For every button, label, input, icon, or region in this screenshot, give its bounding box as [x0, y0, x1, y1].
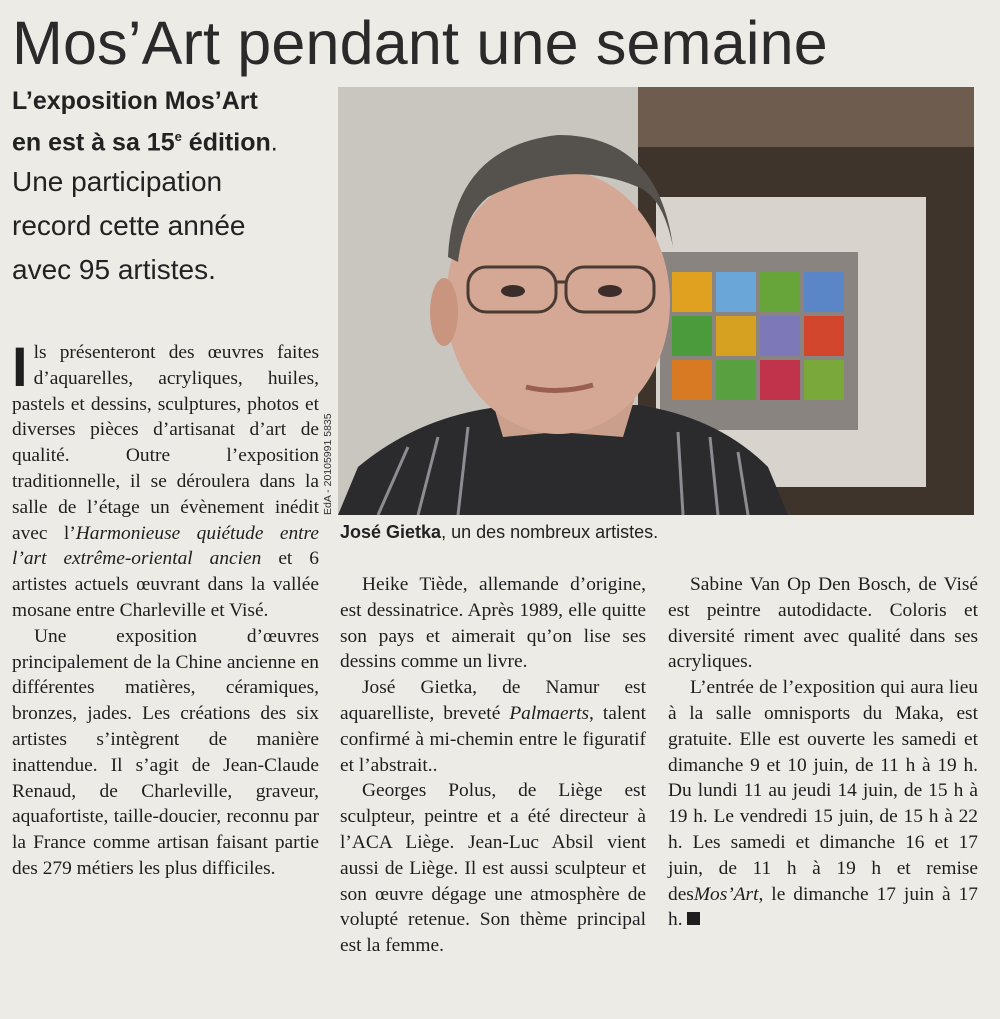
dropcap: I [12, 335, 28, 398]
column-1 [12, 335, 319, 882]
end-mark-icon [687, 912, 700, 925]
artist-portrait-illustration [338, 87, 974, 515]
lead-bold-2d: . [270, 128, 278, 157]
col1-p1-text: ls présenteront des œuvres faites d’aquarelles, acryliques, huiles, pastels et dessins, sculptures, photos et diverses pièces d’artisanat d’art de qualité. Outre l’exposition traditionnelle, il se déroulera dans la salle de l’étage un évènement inédit avec l’ [12, 342, 319, 544]
lead-line-2: record cette année [12, 210, 246, 242]
lead-bold-line-2 [12, 122, 332, 157]
col3-p2-end: , le dimanche 17 juin à 17 h. [668, 883, 978, 931]
lead [12, 86, 332, 293]
lead-line-3: avec 95 artistes. [12, 254, 216, 286]
col1-paragraph-1 [12, 335, 319, 624]
col1-paragraph-2: Une exposition d’œuvres principalement de la Chine ancienne en différentes matières, céramiques, bronzes, jades. Les créations des six artistes s’intègrent de manière inattendue. Il s’agit de Jean-Claude Renaud, de Charleville, graveur, aquafortiste, taille-doucier, reconnu par la France comme artisan faisant partie des 279 métiers les plus difficiles. [12, 625, 319, 879]
col1-p1-italic: Harmonieuse quiétude entre l’art extrême-oriental ancien [12, 522, 319, 570]
headline: Mos’Art pendant une semaine [12, 9, 828, 77]
col2-p2-italic: Palmaerts [509, 702, 590, 724]
col3-paragraph-2 [668, 675, 978, 933]
lead-bold-2a: en est à sa 15 [12, 128, 175, 157]
col3-p2-text: L’entrée de l’exposition qui aura lieu à la salle omnisports du Maka, est gratuite. Elle est ouverte les samedi et dimanche 9 et 10 juin, de 11 h à 19 h. Du lundi 11 au jeudi 14 juin, de 15 h à 19 h. Le vendredi 15 juin, de 15 h à 22 h. Les samedi et dimanche 16 et 17 juin, de 11 h à 19 h et remise des [668, 677, 978, 905]
col2-paragraph-1: Heike Tiède, allemande d’origine, est dessinatrice. Après 1989, elle quitte son pays et aimerait qu’on lise ses dessins comme un livre. [340, 574, 646, 673]
lead-bold-2c: édition [181, 128, 271, 157]
face [446, 170, 670, 434]
lead-bold-line-1: L’exposition Mos’Art [12, 87, 258, 115]
column-2 [340, 572, 646, 959]
photo-credit: EdA - 20105991 5835 [322, 413, 334, 515]
ordinal-superscript: e [174, 129, 182, 144]
artist-photo [338, 87, 974, 515]
column-3 [668, 572, 978, 933]
photo-caption [340, 522, 658, 543]
col1-p1-end: et 6 artistes actuels œuvrant dans la vallée mosane entre Charleville et Visé. [12, 548, 319, 621]
caption-name: José Gietka [340, 522, 442, 542]
lead-line-1: Une participation [12, 166, 223, 198]
col2-paragraph-2 [340, 675, 646, 778]
col2-p2-end: , talent confirmé à mi-chemin entre le figuratif et l’abstrait.. [340, 702, 646, 776]
col3-p2-italic: Mos’Art [693, 883, 759, 905]
caption-text: , un des nombreux artistes. [441, 522, 659, 542]
col3-paragraph-1: Sabine Van Op Den Bosch, de Visé est peintre autodidacte. Coloris et diversité riment avec qualité dans ses acryliques. [668, 574, 978, 673]
col2-p2-text: José Gietka, de Namur est aquarelliste, breveté [340, 677, 646, 724]
col2-paragraph-3: Georges Polus, de Liège est sculpteur, peintre et a été directeur à l’ACA Liège. Jean-Luc Absil vient aussi de Liège. Il est aussi sculpteur et son œuvre dégage une atmosphère de volupté retenue. Son thème principal est la femme. [340, 780, 646, 957]
